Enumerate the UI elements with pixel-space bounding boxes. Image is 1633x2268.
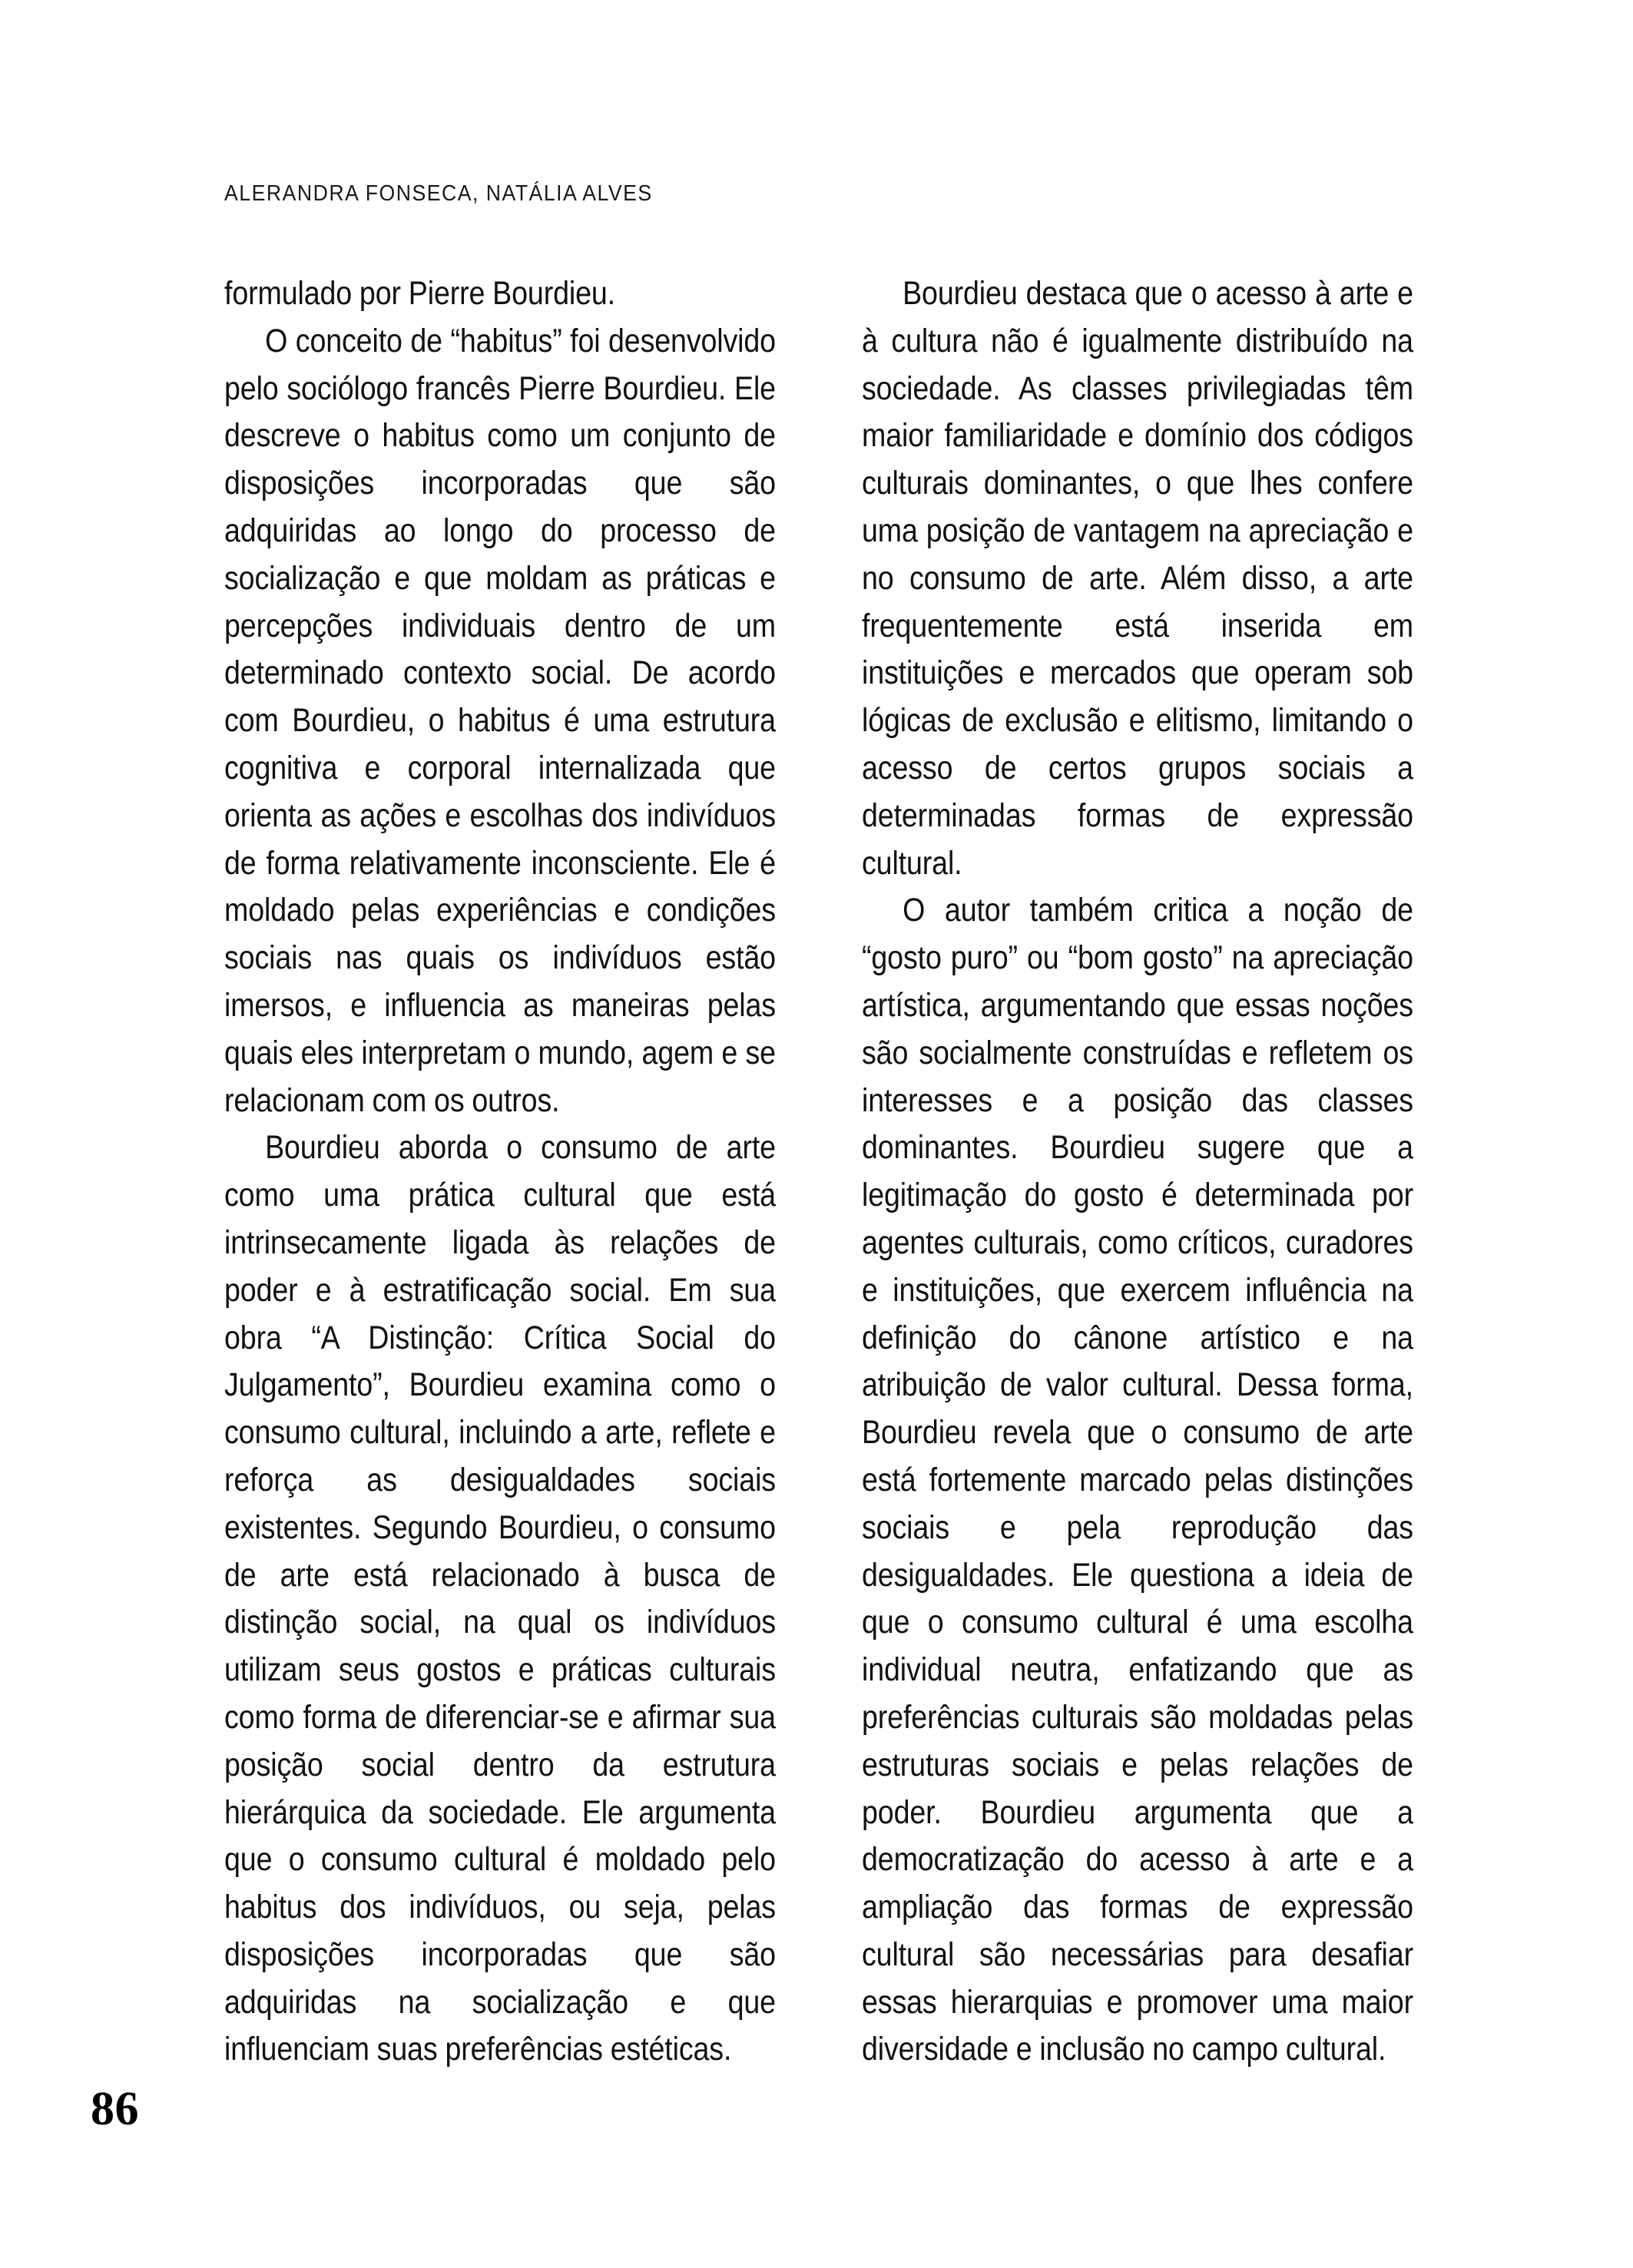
paragraph: O autor também critica a noção de “gosto puro” ou “bom gosto” na apreciação artística, argumentando que essas noções são socialmente construídas e refletem os interesses e a posição das classes dominantes. Bourdieu sugere que a legitimação do gosto é determinada por agentes culturais, como críticos, curadores e instituições, que exercem influência na definição do cânone artístico e na atribuição de valor cultural. Dessa forma, Bourdieu revela que o consumo de arte está fortemente marcado pelas distinções sociais e pela reprodução das desigualdades. Ele questiona a ideia de que o consumo cultural é uma escolha individual neutra, enfatizando que as preferências culturais são moldadas pelas estruturas sociais e pelas relações de poder. Bourdieu argumenta que a democratização do acesso à arte e a ampliação das formas de expressão cultural são necessárias para desafiar essas hierarquias e promover uma maior diversidade e inclusão no campo cultural.: [862, 892, 1413, 2068]
paragraph: Bourdieu destaca que o acesso à arte e à cultura não é igualmente distribuído na sociedade. As classes privilegiadas têm maior familiaridade e domínio dos códigos culturais dominantes, o que lhes confere uma posição de vantagem na apreciação e no consumo de arte. Além disso, a arte frequentemente está inserida em instituições e mercados que operam sob lógicas de exclusão e elitismo, limitando o acesso de certos grupos sociais a determinadas formas de expressão cultural.: [862, 276, 1413, 882]
paragraph: formulado por Pierre Bourdieu.: [224, 276, 615, 312]
left-column: [224, 270, 776, 2074]
paragraph: O conceito de “habitus” foi desenvolvido pelo sociólogo francês Pierre Bourdieu. Ele descreve o habitus como um conjunto de disposições incorporadas que são adquiridas ao longo do processo de socialização e que moldam as práticas e percepções individuais dentro de um determinado contexto social. De acordo com Bourdieu, o habitus é uma estrutura cognitiva e corporal internalizada que orienta as ações e escolhas dos indivíduos de forma relativamente inconsciente. Ele é moldado pelas experiências e condições sociais nas quais os indivíduos estão imersos, e influencia as maneiras pelas quais eles interpretam o mundo, agem e se relacionam com os outros.: [224, 323, 776, 1119]
running-head: ALERANDRA FONSECA, NATÁLIA ALVES: [224, 181, 653, 206]
right-column: [862, 270, 1413, 2074]
body-columns: [224, 270, 1413, 2074]
page-number: 86: [91, 2083, 139, 2135]
paragraph: Bourdieu aborda o consumo de arte como uma prática cultural que está intrinsecamente ligada às relações de poder e à estratificação social. Em sua obra “A Distinção: Crítica Social do Julgamento”, Bourdieu examina como o consumo cultural, incluindo a arte, reflete e reforça as desigualdades sociais existentes. Segundo Bourdieu, o consumo de arte está relacionado à busca de distinção social, na qual os indivíduos utilizam seus gostos e práticas culturais como forma de diferenciar-se e afirmar sua posição social dentro da estrutura hierárquica da sociedade. Ele argumenta que o consumo cultural é moldado pelo habitus dos indivíduos, ou seja, pelas disposições incorporadas que são adquiridas na socialização e que influenciam suas preferências estéticas.: [224, 1130, 776, 2068]
